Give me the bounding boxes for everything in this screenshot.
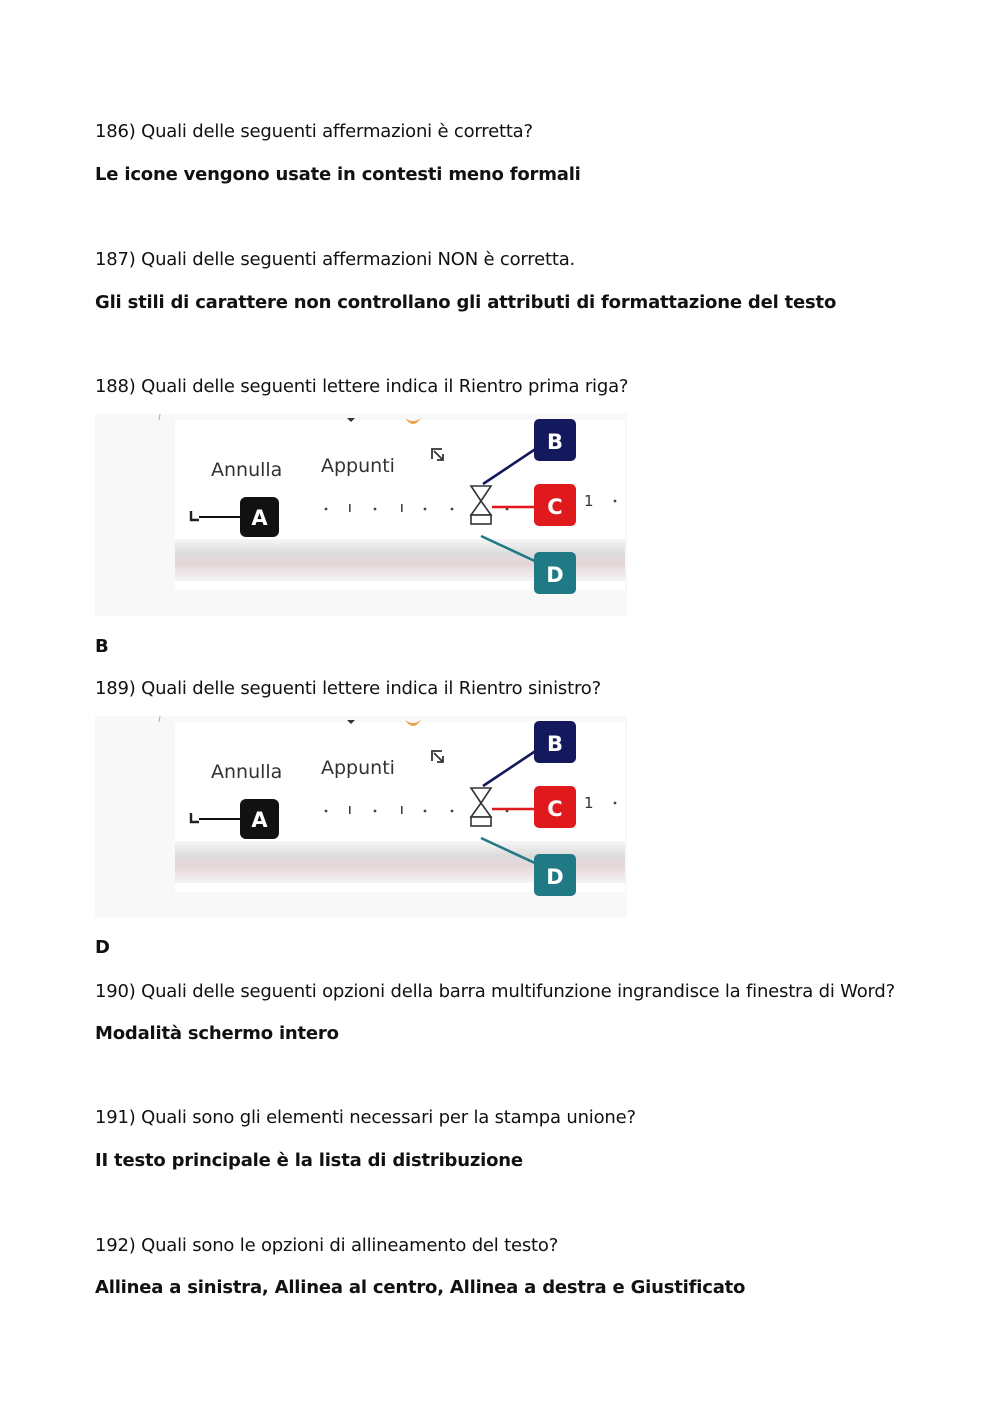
- answer-186: Le icone vengono usate in contesti meno formali: [95, 164, 581, 185]
- svg-text:B: B: [546, 732, 564, 756]
- svg-text:B: B: [546, 430, 564, 454]
- answer-187: Gli stili di carattere non controllano gli attributi di formattazione del testo: [95, 292, 837, 313]
- ruler-number: 1: [584, 492, 594, 510]
- ruler-figure-189: [95, 716, 627, 918]
- marker-d: [534, 552, 576, 594]
- annulla-label: Annulla: [211, 459, 283, 481]
- appunti-label: Appunti: [321, 757, 395, 779]
- question-188: 188) Quali delle seguenti lettere indica il Rientro prima riga?: [95, 376, 629, 397]
- marker-c: [534, 786, 576, 828]
- marker-b: [534, 419, 576, 461]
- marker-b: [534, 721, 576, 763]
- question-192: 192) Quali sono le opzioni di allineamento del testo?: [95, 1235, 559, 1256]
- answer-190: Modalità schermo intero: [95, 1023, 339, 1044]
- ruler-figure-188: [95, 414, 627, 616]
- svg-text:C: C: [547, 797, 563, 821]
- appunti-label: Appunti: [321, 455, 395, 477]
- marker-c: [534, 484, 576, 526]
- svg-text:A: A: [251, 506, 268, 530]
- question-191: 191) Quali sono gli elementi necessari per la stampa unione?: [95, 1107, 636, 1128]
- marker-a: [240, 799, 279, 839]
- answer-191: II testo principale è la lista di distribuzione: [95, 1150, 523, 1171]
- answer-189: D: [95, 937, 110, 958]
- svg-text:C: C: [547, 495, 563, 519]
- ruler-number: 1: [584, 794, 594, 812]
- marker-d: [534, 854, 576, 896]
- annulla-label: Annulla: [211, 761, 283, 783]
- question-190: 190) Quali delle seguenti opzioni della barra multifunzione ingrandisce la finestra di Word?: [95, 981, 895, 1002]
- svg-text:D: D: [546, 865, 564, 889]
- answer-192: Allinea a sinistra, Allinea al centro, Allinea a destra e Giustificato: [95, 1277, 746, 1298]
- question-189: 189) Quali delle seguenti lettere indica il Rientro sinistro?: [95, 678, 601, 699]
- answer-188: B: [95, 636, 109, 657]
- svg-text:A: A: [251, 808, 268, 832]
- svg-text:D: D: [546, 563, 564, 587]
- marker-a: [240, 497, 279, 537]
- question-186: 186) Quali delle seguenti affermazioni è corretta?: [95, 121, 533, 142]
- question-187: 187) Quali delle seguenti affermazioni NON è corretta.: [95, 249, 576, 270]
